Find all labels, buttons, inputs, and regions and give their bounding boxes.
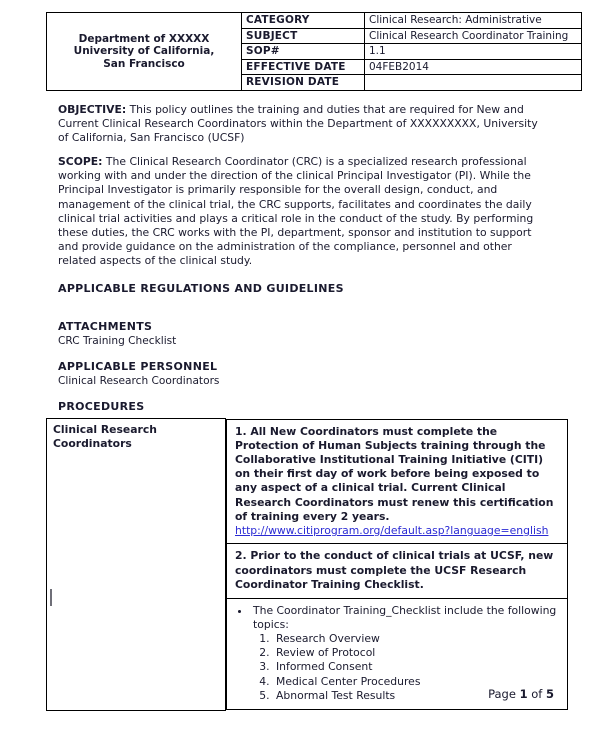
checklist-topic: 2. Review of Protocol	[273, 646, 559, 660]
checklist-topic: 1. Research Overview	[273, 632, 559, 646]
attachments-heading: ATTACHMENTS	[58, 320, 153, 333]
personnel-heading: APPLICABLE PERSONNEL	[58, 360, 218, 373]
department-line-3: San Francisco	[103, 57, 185, 70]
scope-text: The Clinical Research Coordinator (CRC) is a specialized research professional working with and under the direction of the clinical Principal Investigator (PI). While the Principal Investigator is primarily responsible for the overall design, conduct, and management of the clinical trial, the CRC supports, facilitates and coordinates the daily clinical trial activities and plays a critical role in the conduct of the study. By performing these duties, the CRC works with the PI, department, sponsor and institution to support and provide guidance on the administration of the compliance, personnel and other related aspects of the clinical study.	[58, 155, 534, 268]
page-footer	[46, 687, 554, 702]
footer-prefix: Page	[488, 687, 520, 701]
attachments-item: CRC Training Checklist	[58, 335, 177, 347]
department-line-1: Department of XXXXX	[78, 32, 210, 45]
scope-paragraph	[58, 155, 540, 269]
value-category: Clinical Research: Administrative	[365, 13, 582, 29]
procedure-item-2-text: 2. Prior to the conduct of clinical trials at UCSF, new coordinators must complete the UCSF Research Coordinator Training Checklist.	[235, 549, 554, 591]
procedure-item-1-text: 1. All New Coordinators must complete the Protection of Human Subjects training through the Collaborative Institutional Training Initiative (CITI) on their first day of work before being exposed to any aspect of a clinical trial. Current Clinical Research Coordinators must renew this certification of training every 2 years.	[235, 424, 554, 523]
citi-program-link[interactable]: http://www.citiprogram.org/default.asp?language=english	[235, 523, 549, 537]
checklist-topic: 3. Informed Consent	[273, 660, 559, 674]
label-category: CATEGORY	[242, 13, 365, 29]
label-subject: SUBJECT	[242, 28, 365, 44]
header-row-category	[47, 13, 582, 29]
objective-paragraph	[58, 103, 540, 146]
scope-section	[58, 155, 540, 269]
procedures-heading: PROCEDURES	[58, 400, 145, 413]
scope-label: SCOPE:	[58, 155, 103, 168]
attachments-section	[58, 320, 540, 348]
regulations-heading: APPLICABLE REGULATIONS AND GUIDELINES	[58, 282, 344, 295]
procedures-section	[58, 400, 540, 414]
footer-total-pages: 5	[545, 687, 554, 701]
value-sop-number: 1.1	[365, 44, 582, 60]
label-sop-number: SOP#	[242, 44, 365, 60]
personnel-section	[58, 360, 540, 388]
footer-middle: of	[527, 687, 546, 701]
value-effective-date: 04FEB2014	[365, 59, 582, 75]
document-header-table	[46, 12, 582, 91]
checklist-topic: 5. Abnormal Test Results	[273, 689, 559, 703]
label-effective-date: EFFECTIVE DATE	[242, 59, 365, 75]
value-revision-date	[365, 75, 582, 91]
objective-text: This policy outlines the training and duties that are required for New and Current Clinical Research Coordinators within the Department of XXXXXXXXX, University of California, San Francisco (UCSF)	[58, 103, 538, 145]
procedure-item-1	[226, 419, 568, 545]
regulations-section	[58, 282, 540, 296]
procedure-item-2	[226, 544, 568, 599]
procedures-row	[47, 419, 569, 711]
procedures-table	[46, 418, 568, 711]
objective-label: OBJECTIVE:	[58, 103, 127, 116]
department-line-2: University of California,	[73, 45, 215, 57]
checklist-bullet-text: The Coordinator Training_Checklist include the following topics:	[253, 604, 557, 632]
procedures-role-label: Clinical Research Coordinators	[53, 423, 157, 450]
value-subject: Clinical Research Coordinator Training	[365, 28, 582, 44]
text-caret-indicator	[50, 589, 52, 606]
label-revision-date: REVISION DATE	[242, 75, 365, 91]
personnel-item: Clinical Research Coordinators	[58, 375, 220, 387]
department-cell	[47, 13, 242, 91]
footer-current-page: 1	[519, 687, 528, 701]
checklist-topic: 4. Medical Center Procedures	[273, 675, 559, 689]
procedures-role-cell	[47, 419, 226, 711]
objective-section	[58, 103, 540, 146]
procedures-content-cell	[226, 419, 569, 711]
